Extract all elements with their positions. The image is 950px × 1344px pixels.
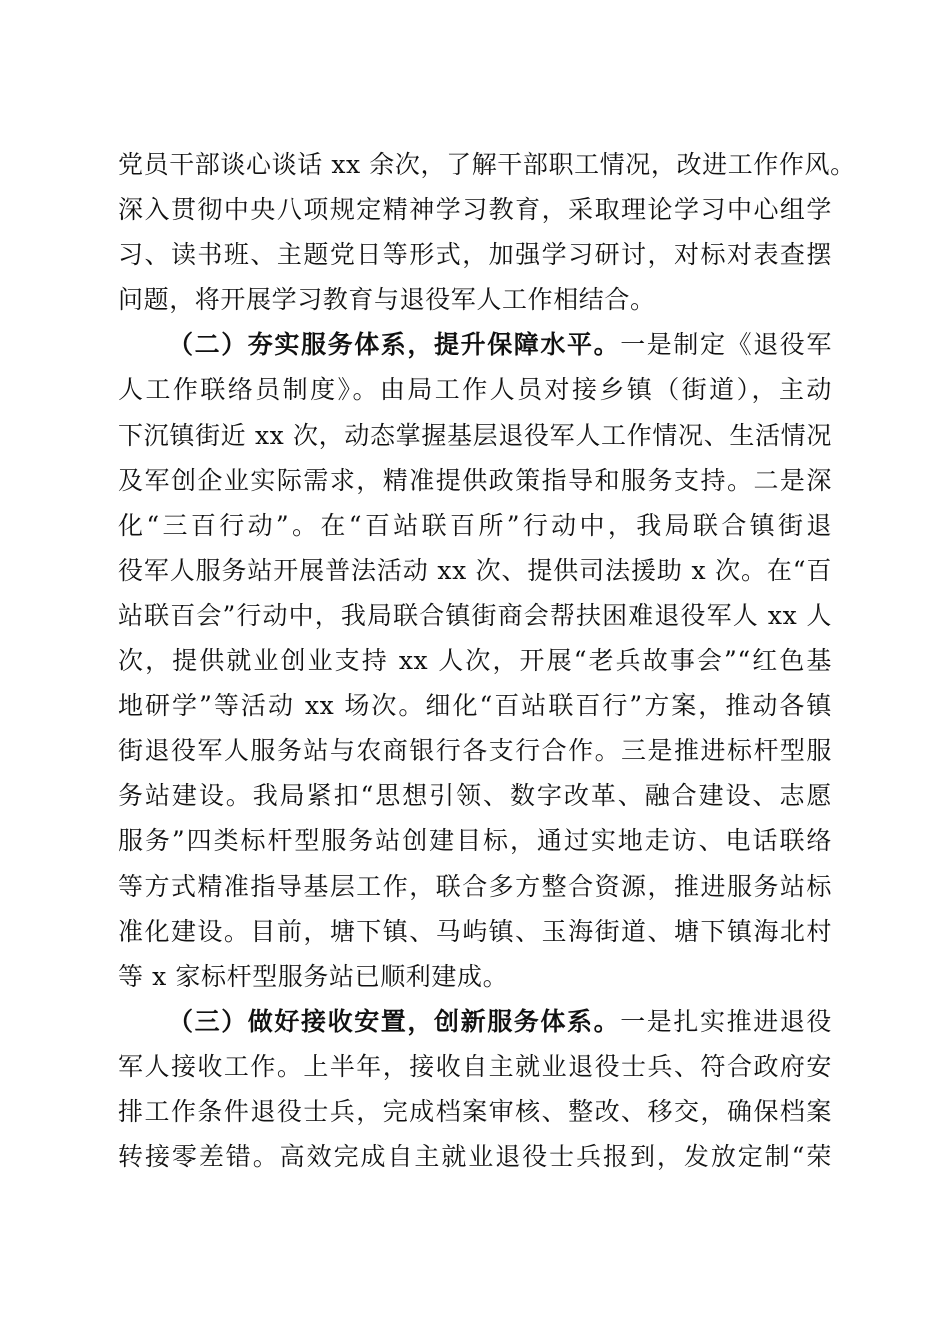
text-line: 深入贯彻中央八项规定精神学习教育，采取理论学习中心组学	[118, 195, 832, 225]
text-line: 问题，将开展学习教育与退役军人工作相结合。	[118, 285, 656, 315]
text-span: 一是扎实推进退役	[620, 1006, 832, 1036]
text-line: 及军创企业实际需求，精准提供政策指导和服务支持。二是深	[118, 465, 832, 495]
text-span: 一是制定《退役军	[620, 330, 832, 360]
text-line: 人工作联络员制度》。由局工作人员对接乡镇（街道），主动	[118, 375, 832, 405]
section-heading: （三）做好接收安置，创新服务体系。	[168, 1006, 621, 1036]
paragraph-1	[118, 142, 856, 322]
text-line: 地研学”等活动 xx 场次。细化“百站联百行”方案，推动各镇	[118, 691, 832, 721]
text-line: 务站建设。我局紧扣“思想引领、数字改革、融合建设、志愿	[118, 781, 832, 811]
text-line: 习、读书班、主题党日等形式，加强学习研讨，对标对表查摆	[118, 240, 832, 270]
text-line: 下沉镇街近 xx 次，动态掌握基层退役军人工作情况、生活情况	[118, 420, 832, 450]
text-line: 军人接收工作。上半年，接收自主就业退役士兵、符合政府安	[118, 1051, 832, 1081]
text-line: 转接零差错。高效完成自主就业退役士兵报到，发放定制“荣	[118, 1142, 832, 1172]
text-line: 服务”四类标杆型服务站创建目标，通过实地走访、电话联络	[118, 826, 832, 856]
text-line: 次，提供就业创业支持 xx 人次，开展“老兵故事会”“红色基	[118, 646, 832, 676]
text-line: 等方式精准指导基层工作，联合多方整合资源，推进服务站标	[118, 871, 832, 901]
paragraph-2	[118, 322, 832, 998]
text-line: 街退役军人服务站与农商银行各支行合作。三是推进标杆型服	[118, 736, 832, 766]
text-line: 化“三百行动”。在“百站联百所”行动中，我局联合镇街退	[118, 510, 832, 540]
text-line: 党员干部谈心谈话 xx 余次，了解干部职工情况，改进工作作风。	[118, 150, 856, 179]
document-body	[118, 142, 856, 1179]
paragraph-first-line	[118, 999, 832, 1044]
text-line: 排工作条件退役士兵，完成档案审核、整改、移交，确保档案	[118, 1096, 832, 1126]
paragraph-3	[118, 999, 832, 1179]
text-line: 准化建设。目前，塘下镇、马屿镇、玉海街道、塘下镇海北村	[118, 916, 832, 946]
text-line: 站联百会”行动中，我局联合镇街商会帮扶困难退役军人 xx 人	[118, 600, 832, 630]
section-heading: （二）夯实服务体系，提升保障水平。	[168, 330, 621, 360]
text-line: 等 x 家标杆型服务站已顺利建成。	[118, 961, 509, 991]
paragraph-first-line	[118, 322, 832, 367]
text-line: 役军人服务站开展普法活动 xx 次、提供司法援助 x 次。在“百	[118, 555, 832, 585]
